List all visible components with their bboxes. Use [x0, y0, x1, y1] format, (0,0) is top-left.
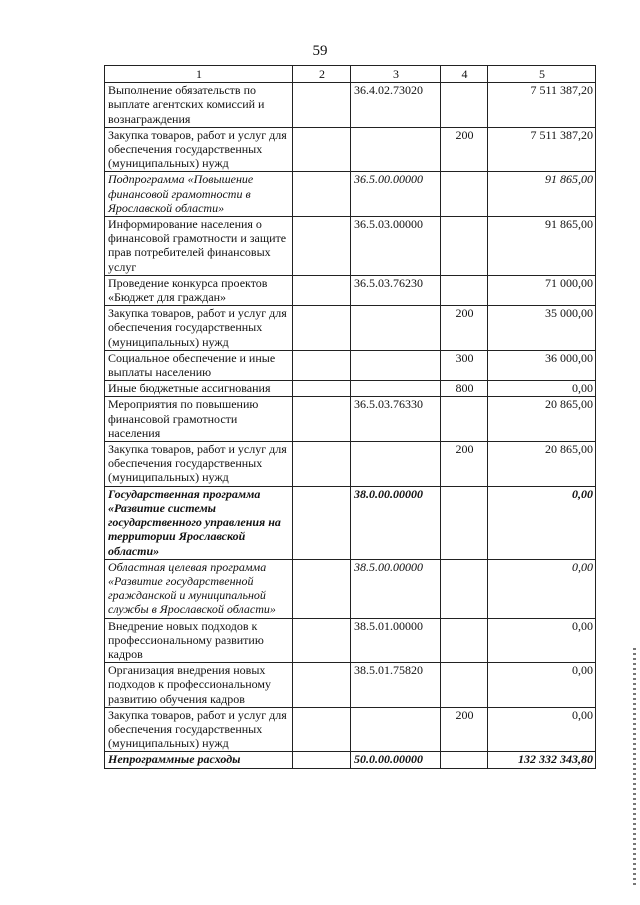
row-code	[351, 306, 441, 351]
row-amount: 0,00	[488, 486, 596, 559]
row-col2	[293, 275, 351, 305]
row-code: 38.0.00.00000	[351, 486, 441, 559]
row-name: Подпрограмма «Повышение финансовой грамотности в Ярославской области»	[105, 172, 293, 217]
table-row	[105, 275, 596, 305]
row-col2	[293, 172, 351, 217]
row-code	[351, 350, 441, 380]
table-body	[105, 83, 596, 768]
row-amount: 132 332 343,80	[488, 752, 596, 768]
row-name: Организация внедрения новых подходов к профессиональному развитию обучения кадров	[105, 663, 293, 708]
row-col2	[293, 752, 351, 768]
scan-edge-mark	[633, 648, 636, 888]
row-amount: 35 000,00	[488, 306, 596, 351]
header-row	[105, 66, 596, 83]
row-type-code	[441, 486, 488, 559]
row-amount: 20 865,00	[488, 397, 596, 442]
row-name: Информирование населения о финансовой грамотности и защите прав потребителей финансовых услуг	[105, 217, 293, 276]
row-type-code: 200	[441, 707, 488, 752]
row-type-code: 200	[441, 127, 488, 172]
row-col2	[293, 707, 351, 752]
row-code	[351, 381, 441, 397]
row-col2	[293, 663, 351, 708]
row-type-code	[441, 83, 488, 128]
row-col2	[293, 381, 351, 397]
column-header-2: 2	[293, 66, 351, 83]
row-code: 38.5.00.00000	[351, 559, 441, 618]
row-amount: 0,00	[488, 663, 596, 708]
row-code	[351, 707, 441, 752]
row-col2	[293, 217, 351, 276]
table-row	[105, 486, 596, 559]
table-row	[105, 350, 596, 380]
row-name: Закупка товаров, работ и услуг для обеспечения государственных (муниципальных) нужд	[105, 442, 293, 487]
row-code: 38.5.01.75820	[351, 663, 441, 708]
table-row	[105, 707, 596, 752]
row-amount: 0,00	[488, 618, 596, 663]
row-col2	[293, 618, 351, 663]
row-amount: 0,00	[488, 559, 596, 618]
row-amount: 7 511 387,20	[488, 127, 596, 172]
row-code: 36.5.00.00000	[351, 172, 441, 217]
table-row	[105, 381, 596, 397]
row-type-code	[441, 752, 488, 768]
row-name: Выполнение обязательств по выплате агентских комиссий и вознаграждения	[105, 83, 293, 128]
column-header-4: 4	[441, 66, 488, 83]
row-name: Проведение конкурса проектов «Бюджет для граждан»	[105, 275, 293, 305]
row-amount: 0,00	[488, 381, 596, 397]
row-type-code	[441, 217, 488, 276]
row-type-code: 800	[441, 381, 488, 397]
row-code: 38.5.01.00000	[351, 618, 441, 663]
row-col2	[293, 350, 351, 380]
table-row	[105, 397, 596, 442]
row-code: 36.4.02.73020	[351, 83, 441, 128]
row-name: Областная целевая программа «Развитие государственной гражданской и муниципальной службы в Ярославской области»	[105, 559, 293, 618]
row-name: Закупка товаров, работ и услуг для обеспечения государственных (муниципальных) нужд	[105, 707, 293, 752]
row-name: Закупка товаров, работ и услуг для обеспечения государственных (муниципальных) нужд	[105, 306, 293, 351]
row-name: Закупка товаров, работ и услуг для обеспечения государственных (муниципальных) нужд	[105, 127, 293, 172]
row-amount: 7 511 387,20	[488, 83, 596, 128]
row-type-code	[441, 172, 488, 217]
row-code: 36.5.03.76230	[351, 275, 441, 305]
row-col2	[293, 486, 351, 559]
row-code: 36.5.03.00000	[351, 217, 441, 276]
row-type-code	[441, 275, 488, 305]
row-type-code	[441, 618, 488, 663]
row-code: 50.0.00.00000	[351, 752, 441, 768]
row-name: Социальное обеспечение и иные выплаты населению	[105, 350, 293, 380]
row-col2	[293, 559, 351, 618]
page-number: 59	[312, 43, 328, 59]
row-name: Мероприятия по повышению финансовой грамотности населения	[105, 397, 293, 442]
row-name: Государственная программа «Развитие системы государственного управления на территории Ярославской области»	[105, 486, 293, 559]
column-header-1: 1	[105, 66, 293, 83]
row-type-code	[441, 397, 488, 442]
row-type-code	[441, 559, 488, 618]
table-row	[105, 306, 596, 351]
table-row	[105, 127, 596, 172]
table-row	[105, 752, 596, 768]
table-row	[105, 83, 596, 128]
row-col2	[293, 442, 351, 487]
row-amount: 71 000,00	[488, 275, 596, 305]
row-name: Иные бюджетные ассигнования	[105, 381, 293, 397]
table-row	[105, 217, 596, 276]
table-row	[105, 442, 596, 487]
budget-table	[104, 65, 596, 769]
row-col2	[293, 306, 351, 351]
row-col2	[293, 83, 351, 128]
row-amount: 36 000,00	[488, 350, 596, 380]
row-amount: 20 865,00	[488, 442, 596, 487]
row-name: Внедрение новых подходов к профессиональному развитию кадров	[105, 618, 293, 663]
row-type-code: 300	[441, 350, 488, 380]
table-row	[105, 559, 596, 618]
table-row	[105, 663, 596, 708]
row-col2	[293, 127, 351, 172]
column-header-3: 3	[351, 66, 441, 83]
row-type-code: 200	[441, 442, 488, 487]
row-type-code: 200	[441, 306, 488, 351]
table-row	[105, 172, 596, 217]
row-name: Непрограммные расходы	[105, 752, 293, 768]
row-type-code	[441, 663, 488, 708]
row-code: 36.5.03.76330	[351, 397, 441, 442]
row-code	[351, 127, 441, 172]
row-amount: 91 865,00	[488, 217, 596, 276]
row-amount: 0,00	[488, 707, 596, 752]
table-row	[105, 618, 596, 663]
row-col2	[293, 397, 351, 442]
row-code	[351, 442, 441, 487]
row-amount: 91 865,00	[488, 172, 596, 217]
column-header-5: 5	[488, 66, 596, 83]
table-header	[105, 66, 596, 83]
